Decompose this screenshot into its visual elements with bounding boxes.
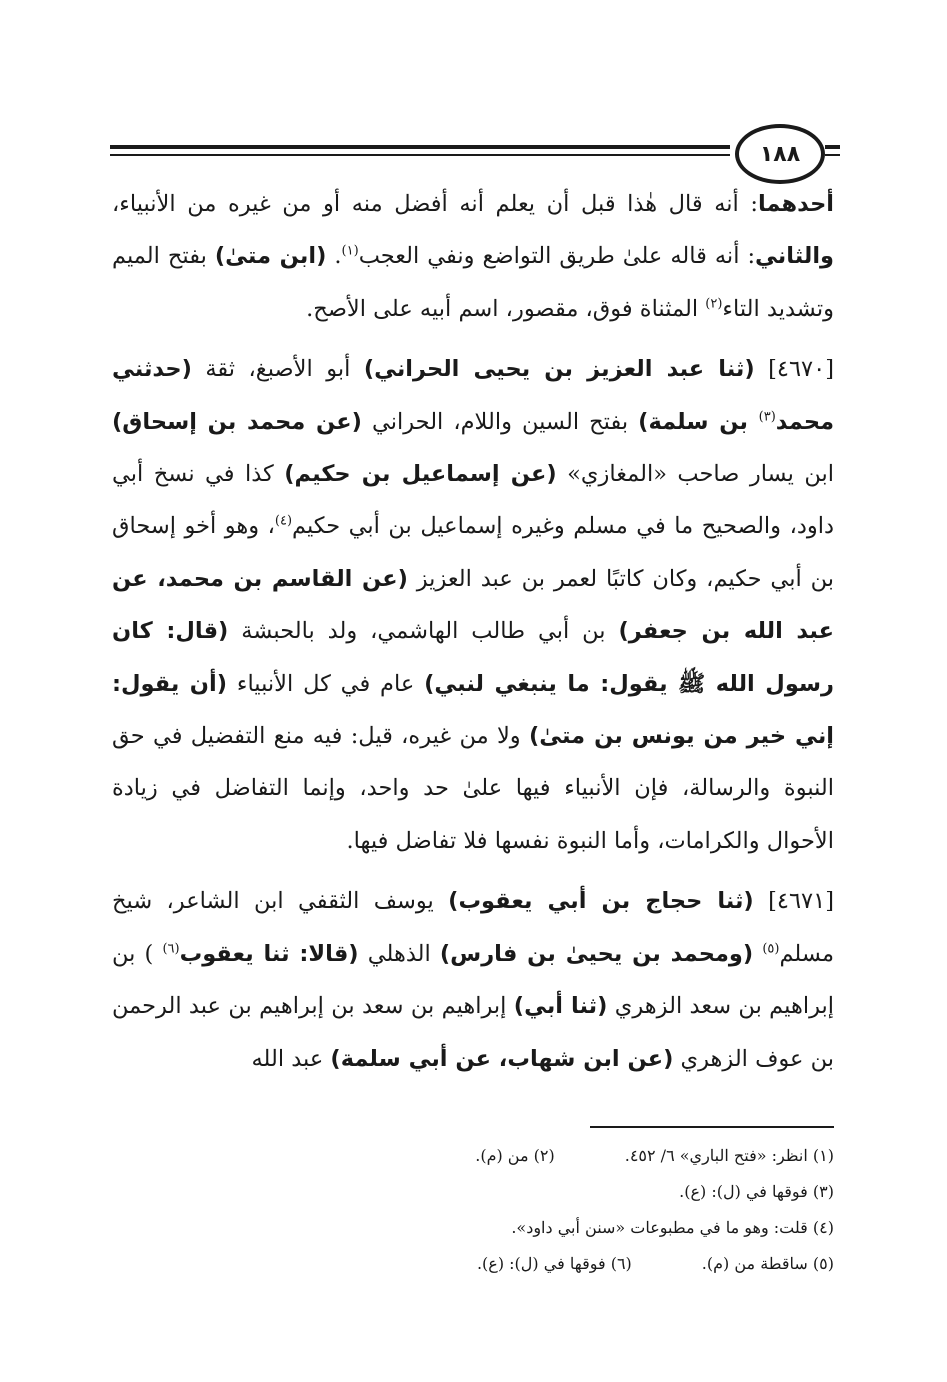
bold-text: (عن إسماعيل بن حكيم) <box>284 461 557 488</box>
bold-text: بن سلمة) <box>638 408 759 435</box>
bold-text: (ثنا عبد العزيز بن يحيى الحراني) <box>363 356 755 383</box>
text-run: بفتح السين واللام، الحراني <box>361 408 639 435</box>
footnote-line <box>112 1174 834 1210</box>
paragraph <box>112 343 834 867</box>
bold-text: (عن القاسم بن محمد، عن عبد الله بن جعفر) <box>112 565 834 645</box>
text-run: بفتح الميم وتشديد التاء <box>112 243 834 322</box>
text-run: الذهلي <box>358 940 440 967</box>
footnote-ref: (٦) <box>162 941 180 957</box>
footnote-ref: (٢) <box>705 296 723 312</box>
footnote-line <box>112 1138 834 1174</box>
footnote-separator <box>590 1126 834 1128</box>
text-run: عام في كل الأنبياء <box>227 670 425 697</box>
header-rule-thick-right <box>825 145 840 149</box>
header-rule-thick <box>110 145 730 149</box>
text-run: ابن يسار صاحب «المغازي» <box>556 461 834 488</box>
bold-text: (قالا: ثنا يعقوب <box>179 940 359 967</box>
bold-text: أحدهما <box>757 191 834 217</box>
text-run: ولا من غيره، قيل: فيه منع التفضيل في حق النبوة والرسالة، فإن الأنبياء فيها علىٰ حد واحد، وإنما التفاضل في زيادة الأحوال والكرامات، وأما النبوة نفسها فلا تفاضل فيها. <box>112 723 834 854</box>
text-run: عبد الله <box>251 1045 331 1072</box>
header-rule-thin-right <box>825 154 840 156</box>
footnote-item: (٦) فوقها في (ل): (ع). <box>476 1254 632 1273</box>
bold-text: (ثنا حجاج بن أبي يعقوب) <box>448 888 754 915</box>
bold-text: (ابن متىٰ) <box>214 243 327 270</box>
paragraph <box>112 178 834 335</box>
header-rule-thin <box>110 154 730 156</box>
footnote-item: (٤) قلت: وهو ما في مطبوعات «سنن أبي داود». <box>511 1218 834 1237</box>
page-number: ١٨٨ <box>735 124 825 184</box>
bold-text: (قال: كان رسول الله ﷺ يقول: ما ينبغي لنبي) <box>112 618 835 697</box>
footnote-ref: (٤) <box>274 513 293 529</box>
footnote-item: (١) انظر: «فتح الباري» ٦/ ٤٥٢. <box>624 1146 834 1165</box>
text-run: . <box>326 243 342 270</box>
text-run <box>753 941 762 967</box>
text-run: : أنه قال هٰذا قبل أن يعلم أنه أفضل منه أو من غيره من الأنبياء، <box>112 191 758 217</box>
text-run: : أنه قاله علىٰ طريق التواضع ونفي العجب <box>358 243 756 270</box>
text-run: [٤٦٧٠] <box>754 356 835 383</box>
footnote-item: (٣) فوقها في (ل): (ع). <box>679 1182 834 1201</box>
paragraph <box>112 875 834 1085</box>
text-run: المثناة فوق، مقصور، اسم أبيه على الأصح. <box>306 295 706 322</box>
text-run: [٤٦٧١] <box>753 888 834 915</box>
text-run: ، وهو أخو إسحاق بن أبي حكيم، وكان كاتبًا لعمر بن عبد العزيز <box>112 513 834 592</box>
footnote-line <box>112 1210 834 1246</box>
footnote-ref: (٥) <box>762 941 780 957</box>
text-run: ) بن إبراهيم بن سعد الزهري <box>112 940 834 1020</box>
bold-text: (حدثني محمد <box>112 356 835 435</box>
text-run: كذا في نسخ أبي داود، والصحيح ما في مسلم وغيره إسماعيل بن أبي حكيم <box>112 461 834 540</box>
bold-text: (عن محمد بن إسحاق) <box>112 408 362 435</box>
text-run: يوسف الثقفي ابن الشاعر، شيخ مسلم <box>112 888 835 967</box>
bold-text: (ثنا أبي) <box>513 993 608 1020</box>
bold-text: (أن يقول: إني خير من يونس بن متىٰ) <box>112 670 834 750</box>
bold-text: (عن ابن شهاب، عن أبي سلمة) <box>330 1045 674 1072</box>
main-text <box>112 178 834 1085</box>
footnotes <box>112 1138 834 1282</box>
text-run: بن أبي طالب الهاشمي، ولد بالحبشة <box>228 618 619 645</box>
bold-text: والثاني <box>755 243 835 270</box>
footnote-line <box>112 1246 834 1282</box>
footnote-item: (٥) ساقطة من (م). <box>701 1254 834 1273</box>
text-run: أبو الأصبغ، ثقة <box>191 356 364 383</box>
bold-text: (ومحمد بن يحيىٰ بن فارس) <box>439 940 754 967</box>
footnote-ref: (١) <box>341 243 359 259</box>
footnote-ref: (٣) <box>758 409 776 425</box>
text-run: إبراهيم بن سعد بن إبراهيم بن عبد الرحمن بن عوف الزهري <box>112 993 834 1072</box>
footnote-item: (٢) من (م). <box>475 1146 555 1165</box>
